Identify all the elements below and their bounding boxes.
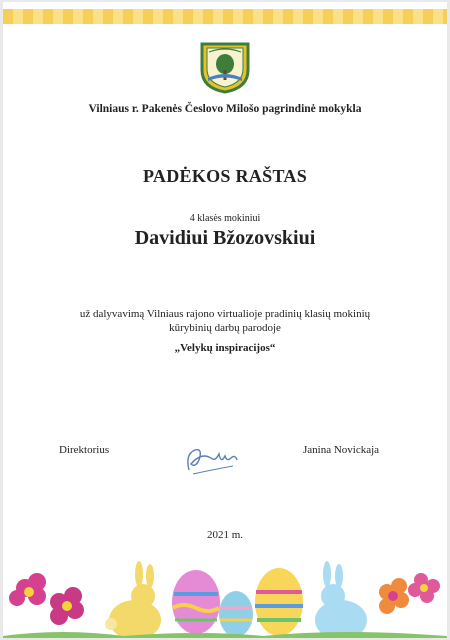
top-decorative-band xyxy=(3,9,447,24)
reason-line-1: už dalyvavimą Vilniaus rajono virtualioje pradinių klasių mokinių xyxy=(79,308,371,320)
flower-icon xyxy=(9,573,46,606)
easter-bunny-icon xyxy=(105,561,161,638)
easter-bunny-icon xyxy=(315,561,367,638)
exhibition-title: „Velykų inspiracijos“ xyxy=(174,342,276,354)
school-name: Vilniaus r. Pakenės Česlovo Milošo pagrindinė mokykla xyxy=(88,103,362,115)
certificate-page xyxy=(3,2,447,638)
easter-egg-icon xyxy=(219,591,253,637)
flower-icon xyxy=(379,578,409,614)
recipient-name: Davidiui Bžozovskiui xyxy=(134,227,316,249)
signatory-role: Direktorius xyxy=(59,444,110,456)
school-crest-icon xyxy=(199,40,251,94)
easter-egg-icon xyxy=(255,568,303,636)
easter-egg-icon xyxy=(172,570,220,634)
certificate-title: PADĖKOS RAŠTAS xyxy=(142,166,308,186)
easter-decoration xyxy=(3,558,447,638)
flower-icon xyxy=(50,587,84,625)
signature-icon xyxy=(181,440,243,480)
flower-icon xyxy=(408,573,440,603)
signatory-name: Janina Novickaja xyxy=(303,444,380,456)
reason-line-2: kūrybinių darbų parodoje xyxy=(169,322,281,334)
class-line: 4 klasės mokiniui xyxy=(189,213,261,224)
certificate-year: 2021 m. xyxy=(206,529,244,541)
